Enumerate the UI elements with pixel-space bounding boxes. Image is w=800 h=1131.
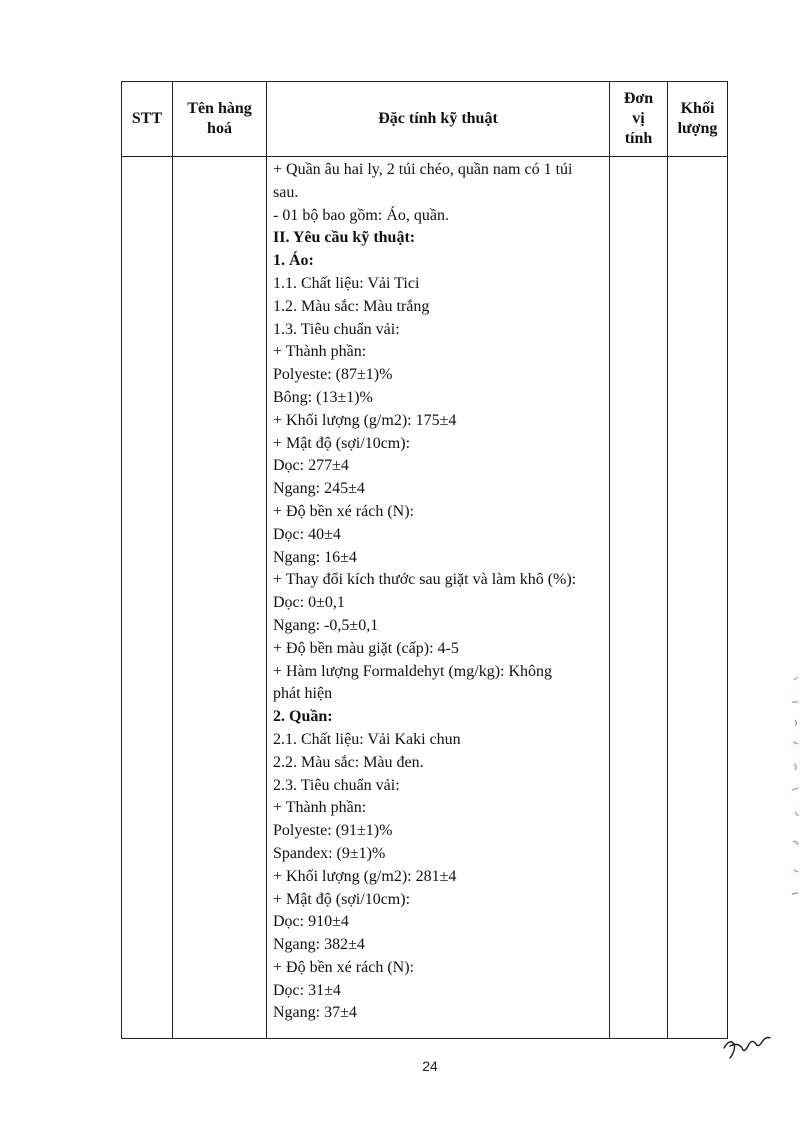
header-stt — [122, 82, 173, 157]
header-weight — [668, 82, 728, 157]
weight-cell — [668, 157, 728, 1039]
spec-line: Bông: (13±1)% — [273, 388, 373, 406]
spec-line: 2.1. Chất liệu: Vải Kaki chun — [273, 730, 461, 748]
spec-line: + Độ bền xé rách (N): — [273, 958, 414, 976]
spec-line: Ngang: 37±4 — [273, 1004, 357, 1022]
spec-line: + Quần âu hai ly, 2 túi chéo, quần nam có 1 túi — [273, 161, 573, 178]
spec-line: Ngang: -0,5±0,1 — [273, 616, 379, 634]
header-item-name — [173, 82, 267, 157]
spec-line: + Mật độ (sợi/10cm): — [273, 890, 411, 908]
header-unit-line2: vị — [632, 110, 645, 127]
spec-line: Dọc: 40±4 — [273, 525, 341, 543]
spec-line: Dọc: 277±4 — [273, 457, 349, 475]
header-spec — [267, 82, 610, 157]
spec-line: 2.2. Màu sắc: Màu đen. — [273, 753, 424, 771]
spec-line: Ngang: 16±4 — [273, 548, 357, 566]
spec-line: + Hàm lượng Formaldehyt (mg/kg): Không — [273, 662, 553, 680]
spec-line: Polyeste: (87±1)% — [273, 366, 393, 384]
spec-line: 1.1. Chất liệu: Vải Tici — [273, 274, 420, 292]
spec-line: Dọc: 910±4 — [273, 913, 349, 931]
header-unit-line3: tính — [624, 130, 653, 147]
spec-line: Ngang: 382±4 — [273, 936, 365, 954]
header-unit-line1: Đơn — [623, 90, 654, 107]
spec-line: + Độ bền màu giặt (cấp): 4-5 — [273, 639, 459, 657]
spec-line: + Khối lượng (g/m2): 175±4 — [273, 411, 457, 429]
spec-line: + Mật độ (sợi/10cm): — [273, 434, 411, 452]
spec-line: Dọc: 31±4 — [273, 981, 341, 999]
unit-cell — [610, 157, 668, 1039]
spec-line: Polyeste: (91±1)% — [273, 822, 393, 840]
spec-line: 1.3. Tiêu chuẩn vải: — [273, 320, 400, 338]
spec-line: - 01 bộ bao gồm: Áo, quần. — [273, 206, 449, 224]
spec-line: + Khối lượng (g/m2): 281±4 — [273, 867, 457, 885]
spec-line: Spandex: (9±1)% — [273, 844, 386, 862]
spec-line: + Thành phần: — [273, 343, 367, 361]
spec-lines — [273, 159, 603, 1025]
spec-line: Ngang: 245±4 — [273, 480, 365, 498]
spec-line: 1.2. Màu sắc: Màu trắng — [273, 297, 430, 315]
spec-cell — [267, 157, 610, 1039]
header-item-name-line2: hoá — [207, 120, 232, 137]
spec-line: 2. Quần: — [273, 708, 333, 726]
header-item-name-line1: Tên hàng — [187, 100, 252, 117]
page-number: 24 — [422, 1058, 438, 1074]
header-weight-line2: lượng — [677, 120, 718, 137]
stamp-edge-mark — [778, 672, 800, 902]
spec-line: + Độ bền xé rách (N): — [273, 502, 414, 520]
table-row — [122, 157, 728, 1039]
spec-line: + Thay đổi kích thước sau giặt và làm khô (%): — [273, 571, 577, 589]
header-stt-label: STT — [131, 110, 163, 127]
spec-line: 2.3. Tiêu chuẩn vải: — [273, 776, 400, 794]
header-spec-label: Đặc tính kỹ thuật — [378, 110, 498, 127]
spec-line: II. Yêu cầu kỹ thuật: — [273, 229, 416, 247]
spec-line: 1. Áo: — [273, 252, 314, 270]
item-name-cell — [173, 157, 267, 1039]
spec-line: sau. — [273, 183, 299, 201]
stt-cell — [122, 157, 173, 1039]
spec-line: Dọc: 0±0,1 — [273, 594, 345, 612]
spec-line: phát hiện — [273, 685, 333, 703]
header-unit — [610, 82, 668, 157]
spec-table — [121, 81, 728, 1039]
spec-line: + Thành phần: — [273, 799, 367, 817]
table-header-row — [122, 82, 728, 157]
header-weight-line1: Khối — [680, 100, 715, 117]
